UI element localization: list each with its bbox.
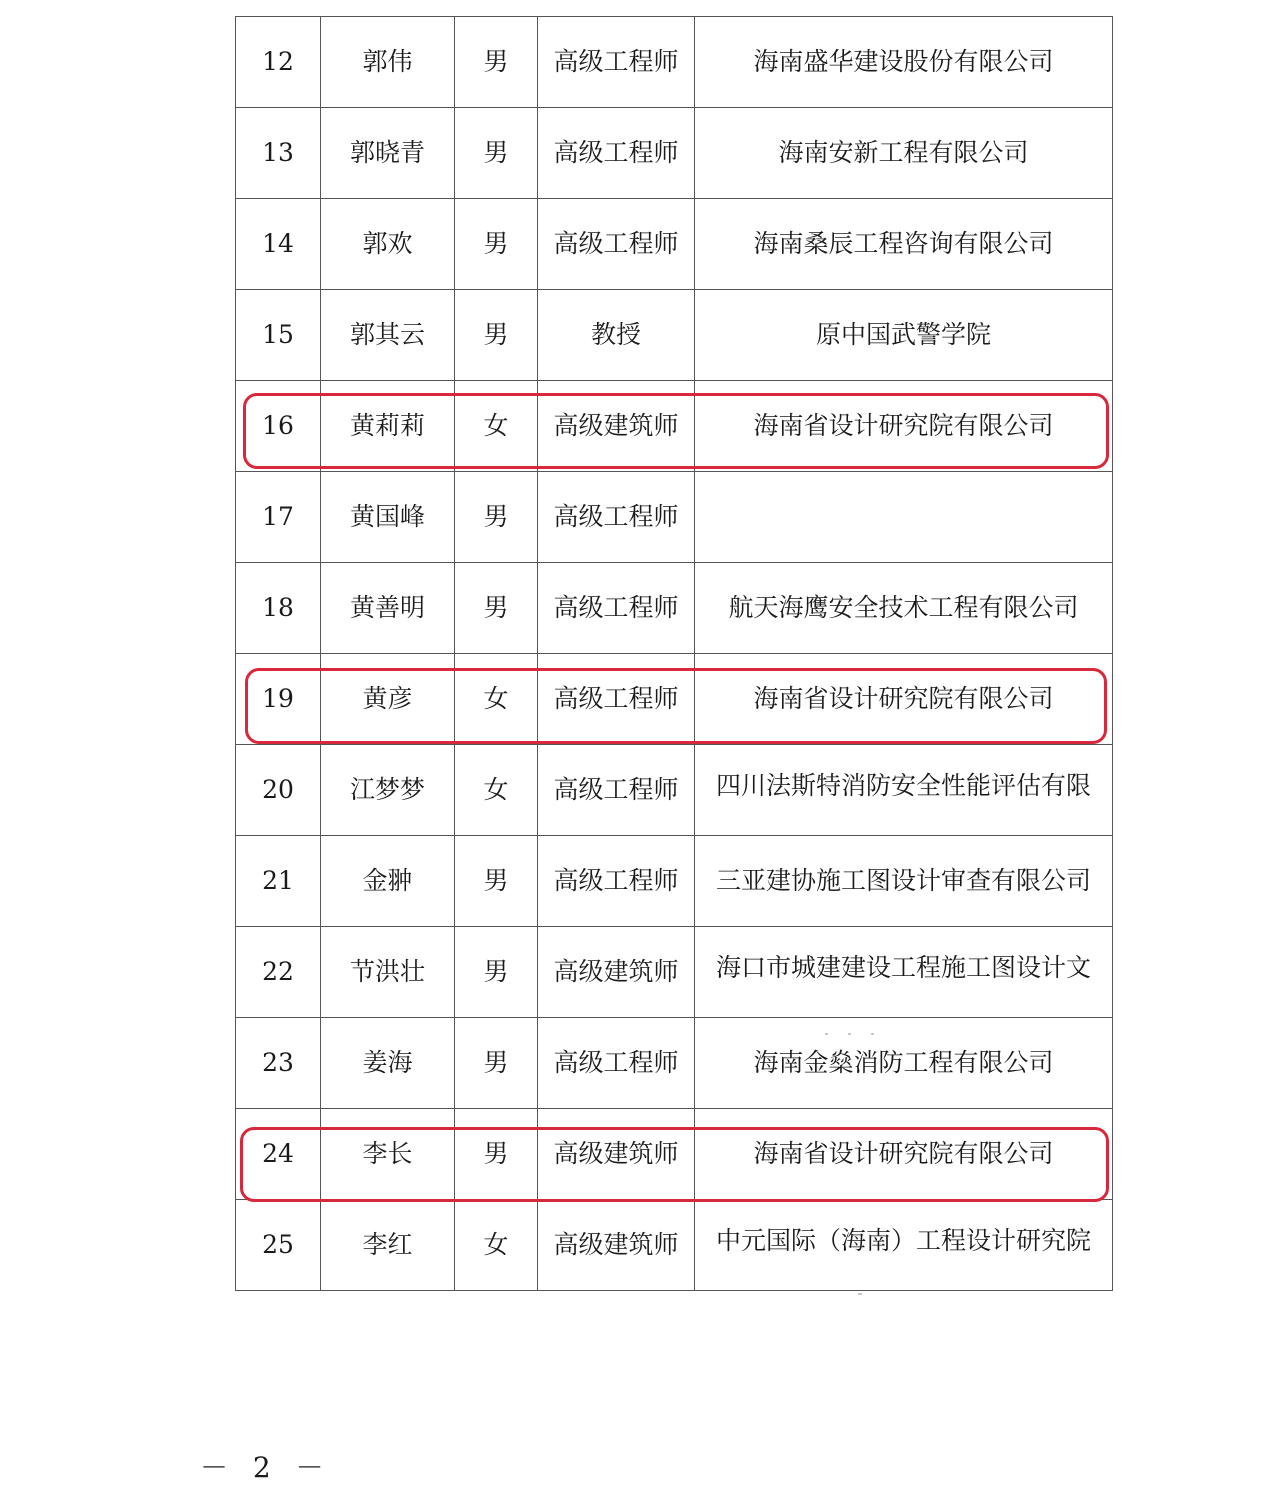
professional-title: 高级工程师 [538, 108, 695, 199]
table-row [236, 290, 1113, 381]
table-row [236, 654, 1113, 745]
gender: 男 [455, 1018, 538, 1109]
organization: 海口市城建建设工程施工图设计文 [695, 927, 1113, 1018]
table-row [236, 1018, 1113, 1109]
person-name: 姜海 [321, 1018, 455, 1109]
scan-speck [858, 1293, 862, 1295]
person-name: 郭晓青 [321, 108, 455, 199]
gender: 男 [455, 927, 538, 1018]
gender: 女 [455, 381, 538, 472]
person-name: 李长 [321, 1109, 455, 1200]
organization: 航天海鹰安全技术工程有限公司 [695, 563, 1113, 654]
row-number: 14 [236, 199, 321, 290]
row-number: 13 [236, 108, 321, 199]
person-name: 节洪壮 [321, 927, 455, 1018]
person-name: 江梦梦 [321, 745, 455, 836]
professional-title: 高级工程师 [538, 17, 695, 108]
organization: 中元国际（海南）工程设计研究院 [695, 1200, 1113, 1291]
gender: 男 [455, 472, 538, 563]
table-row [236, 1109, 1113, 1200]
person-name: 郭伟 [321, 17, 455, 108]
organization: 四川法斯特消防安全性能评估有限 [695, 745, 1113, 836]
organization: 原中国武警学院 [695, 290, 1113, 381]
gender: 女 [455, 745, 538, 836]
organization: 三亚建协施工图设计审查有限公司 [695, 836, 1113, 927]
organization: 海南安新工程有限公司 [695, 108, 1113, 199]
person-name: 郭欢 [321, 199, 455, 290]
table-row [236, 17, 1113, 108]
organization: 海南盛华建设股份有限公司 [695, 17, 1113, 108]
scan-specks [825, 1020, 905, 1024]
row-number: 15 [236, 290, 321, 381]
professional-title: 高级工程师 [538, 1018, 695, 1109]
professional-title: 高级工程师 [538, 654, 695, 745]
row-number: 24 [236, 1109, 321, 1200]
organization: 海南省设计研究院有限公司 [695, 654, 1113, 745]
person-name: 黄彦 [321, 654, 455, 745]
row-number: 16 [236, 381, 321, 472]
table-row [236, 199, 1113, 290]
professional-title: 高级工程师 [538, 745, 695, 836]
table-row [236, 381, 1113, 472]
organization: 海南省设计研究院有限公司 [695, 1109, 1113, 1200]
row-number: 22 [236, 927, 321, 1018]
professional-title: 高级建筑师 [538, 381, 695, 472]
row-number: 12 [236, 17, 321, 108]
row-number: 19 [236, 654, 321, 745]
professional-title: 高级工程师 [538, 472, 695, 563]
roster-table [235, 16, 1113, 1291]
person-name: 黄善明 [321, 563, 455, 654]
table-row [236, 563, 1113, 654]
person-name: 金翀 [321, 836, 455, 927]
table-row [236, 745, 1113, 836]
gender: 男 [455, 199, 538, 290]
row-number: 18 [236, 563, 321, 654]
person-name: 郭其云 [321, 290, 455, 381]
gender: 男 [455, 563, 538, 654]
gender: 男 [455, 836, 538, 927]
gender: 男 [455, 17, 538, 108]
organization: 海南桑辰工程咨询有限公司 [695, 199, 1113, 290]
table-row [236, 1200, 1113, 1291]
row-number: 25 [236, 1200, 321, 1291]
professional-title: 高级工程师 [538, 199, 695, 290]
professional-title: 教授 [538, 290, 695, 381]
table-row [236, 927, 1113, 1018]
table-row [236, 836, 1113, 927]
row-number: 17 [236, 472, 321, 563]
gender: 男 [455, 108, 538, 199]
gender: 女 [455, 654, 538, 745]
table-row [236, 108, 1113, 199]
organization: 海南省设计研究院有限公司 [695, 381, 1113, 472]
professional-title: 高级建筑师 [538, 1109, 695, 1200]
gender: 男 [455, 290, 538, 381]
professional-title: 高级建筑师 [538, 927, 695, 1018]
organization: 海南金燊消防工程有限公司 [695, 1018, 1113, 1109]
row-number: 21 [236, 836, 321, 927]
row-number: 23 [236, 1018, 321, 1109]
table-row [236, 472, 1113, 563]
professional-title: 高级建筑师 [538, 1200, 695, 1291]
organization [695, 472, 1113, 563]
professional-title: 高级工程师 [538, 563, 695, 654]
row-number: 20 [236, 745, 321, 836]
gender: 女 [455, 1200, 538, 1291]
gender: 男 [455, 1109, 538, 1200]
person-name: 黄国峰 [321, 472, 455, 563]
page-number: － 2 － [200, 1451, 332, 1484]
person-name: 李红 [321, 1200, 455, 1291]
person-name: 黄莉莉 [321, 381, 455, 472]
professional-title: 高级工程师 [538, 836, 695, 927]
